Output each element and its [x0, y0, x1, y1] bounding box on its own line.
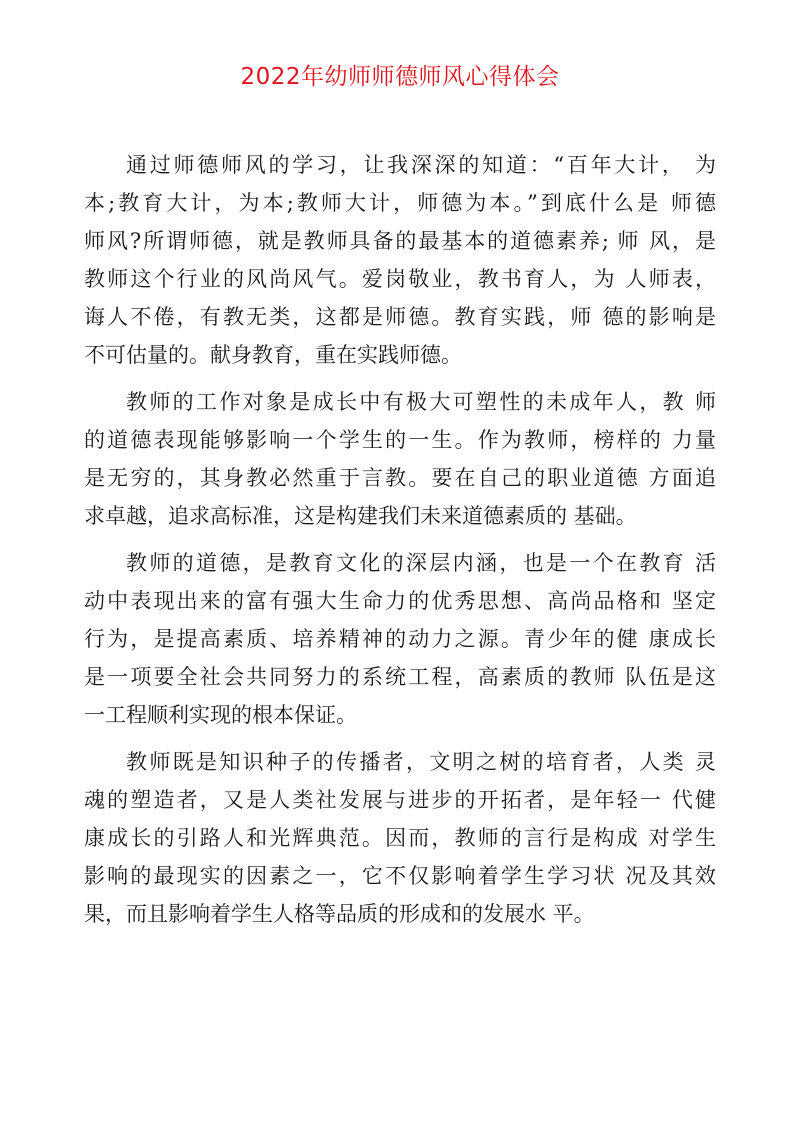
paragraph-line: 求卓越，追求高标准，这是构建我们未来道德素质的 基础。	[84, 504, 637, 528]
paragraph-line: 是一项要全社会共同努力的系统工程，高素质的教师 队伍是这	[84, 665, 716, 689]
paragraph-line: 动中表现出来的富有强大生命力的优秀思想、高尚品格和 坚定	[84, 589, 716, 613]
paragraph-line: 不可估量的。献身教育，重在实践师德。	[84, 343, 462, 367]
paragraph-line: 教师这个行业的风尚风气。爱岗敬业，教书育人，为 人师表，	[84, 267, 716, 291]
paragraph	[84, 743, 716, 933]
paragraph-line: 影响的最现实的因素之一，它不仅影响着学生学习状 况及其效	[84, 864, 716, 888]
paragraph-line: 一工程顺利实现的根本保证。	[84, 703, 357, 727]
paragraph	[84, 544, 716, 734]
paragraph-line: 行为，是提高素质、培养精神的动力之源。青少年的健 康成长	[84, 627, 716, 651]
paragraph-line: 教师既是知识种子的传播者，文明之树的培育者，人类 灵	[126, 750, 716, 774]
paragraph-line: 的道德表现能够影响一个学生的一生。作为教师，榜样的 力量	[84, 428, 716, 452]
paragraph-line: 诲人不倦，有教无类，这都是师德。教育实践，师 德的影响是	[84, 305, 716, 329]
paragraph-line: 本;教育大计，为本;教师大计，师德为本。”到底什么是 师德	[84, 191, 716, 215]
paragraph-line: 康成长的引路人和光辉典范。因而，教师的言行是构成 对学生	[84, 826, 716, 850]
paragraph-line: 师风?所谓师德，就是教师具备的最基本的道德素养; 师 风，是	[84, 229, 716, 253]
paragraph-line: 果，而且影响着学生人格等品质的形成和的发展水 平。	[84, 902, 595, 926]
paragraph	[84, 146, 716, 374]
document-body	[84, 146, 716, 942]
paragraph-line: 是无穷的，其身教必然重于言教。要在自己的职业道德 方面追	[84, 466, 716, 490]
paragraph-line: 教师的道德，是教育文化的深层内涵，也是一个在教育 活	[126, 551, 716, 575]
paragraph-line: 教师的工作对象是成长中有极大可塑性的未成年人，教 师	[126, 390, 716, 414]
paragraph-line: 魂的塑造者，又是人类社发展与进步的开拓者，是年轻一 代健	[84, 788, 716, 812]
paragraph-line: 通过师德师风的学习，让我深深的知道：“百年大计， 为	[126, 153, 716, 177]
paragraph	[84, 383, 716, 535]
document-title: 2022年幼师师德师风心得体会	[240, 64, 560, 90]
